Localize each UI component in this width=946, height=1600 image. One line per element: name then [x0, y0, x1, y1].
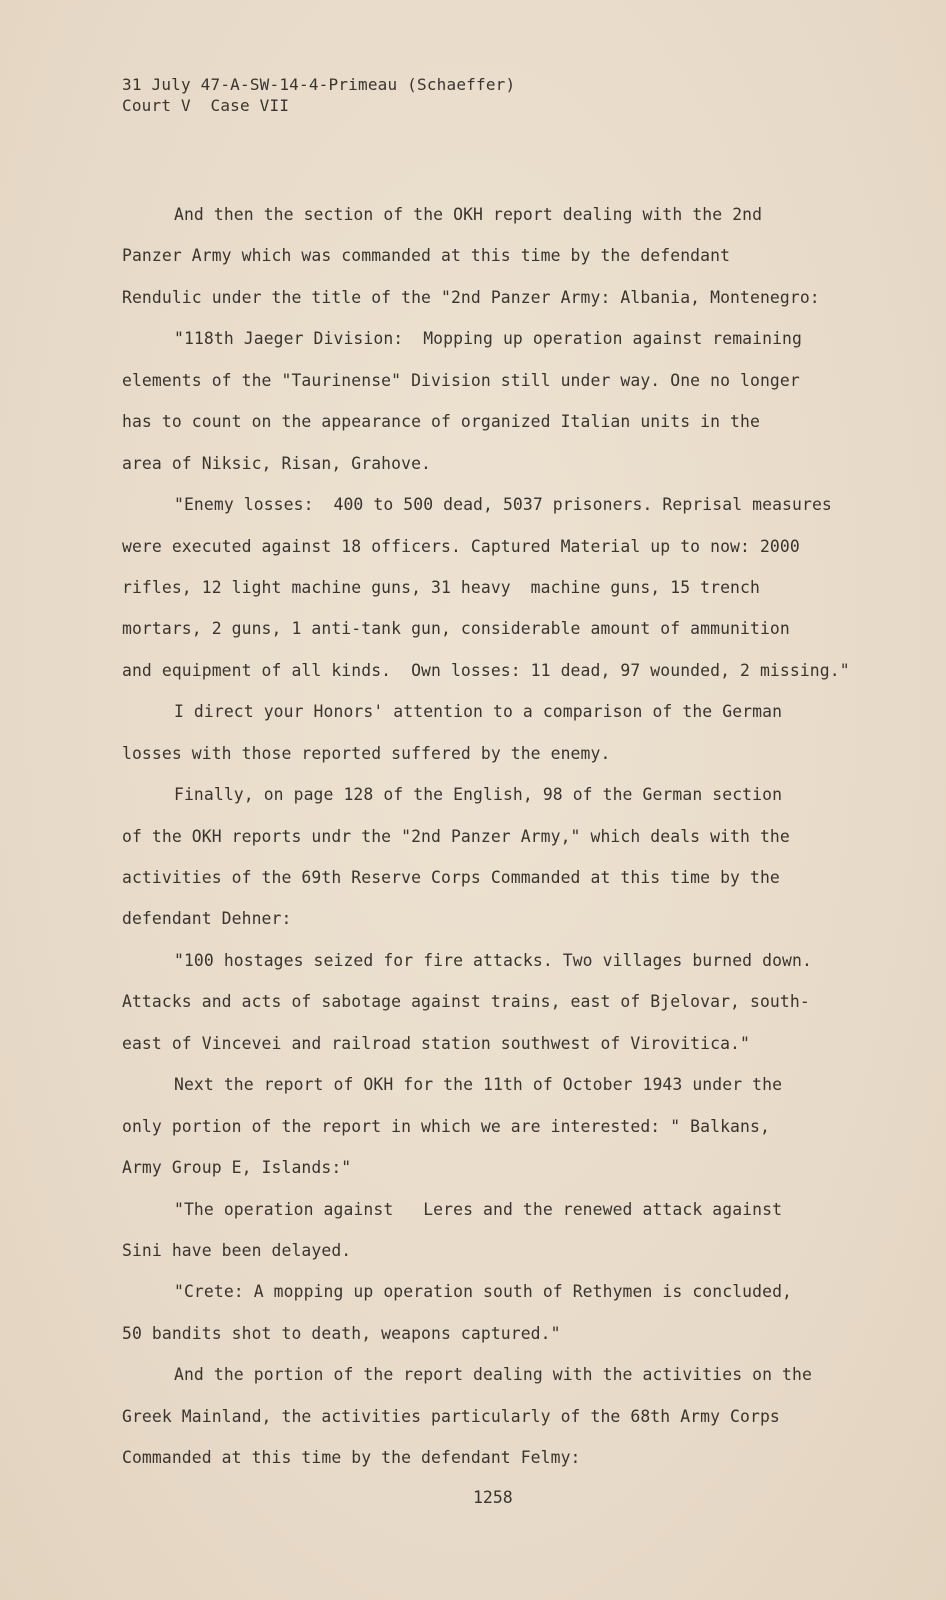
page-number: 1258 [473, 1488, 513, 1507]
text-line: and equipment of all kinds. Own losses: 11 dead, 97 wounded, 2 missing." [122, 660, 850, 680]
text-line: Panzer Army which was commanded at this time by the defendant [122, 246, 731, 266]
text-line: Army Group E, Islands:" [122, 1158, 352, 1178]
text-line: defendant Dehner: [122, 909, 292, 929]
text-line: I direct your Honors' attention to a comparison of the German [174, 702, 783, 722]
text-line: area of Niksic, Risan, Grahove. [122, 453, 432, 473]
document-header [122, 74, 515, 116]
text-line: Commanded at this time by the defendant Felmy: [122, 1448, 581, 1468]
text-line: "Crete: A mopping up operation south of Rethymen is concluded, [174, 1282, 793, 1302]
text-line: of the OKH reports undr the "2nd Panzer Army," which deals with the [122, 826, 790, 846]
text-line: And then the section of the OKH report dealing with the 2nd [174, 205, 763, 224]
text-line: "The operation against Leres and the renewed attack against [174, 1199, 783, 1219]
text-line: Rendulic under the title of the "2nd Panzer Army: Albania, Montenegro: [122, 287, 820, 307]
text-line: east of Vincevei and railroad station southwest of Virovitica." [122, 1033, 750, 1053]
text-line: Attacks and acts of sabotage against trains, east of Bjelovar, south- [122, 992, 810, 1012]
text-line: rifles, 12 light machine guns, 31 heavy machine guns, 15 trench [122, 577, 760, 597]
text-line: Greek Mainland, the activities particularly of the 68th Army Corps [122, 1406, 780, 1426]
text-line: losses with those reported suffered by the enemy. [122, 743, 611, 763]
text-line: has to count on the appearance of organized Italian units in the [122, 412, 760, 432]
text-line: were executed against 18 officers. Captured Material up to now: 2000 [122, 536, 800, 556]
text-line: "Enemy losses: 400 to 500 dead, 5037 prisoners. Reprisal measures [174, 495, 832, 515]
text-line: elements of the "Taurinense" Division still under way. One no longer [122, 370, 800, 390]
text-line: mortars, 2 guns, 1 anti-tank gun, considerable amount of ammunition [122, 619, 790, 639]
text-line: Next the report of OKH for the 11th of October 1943 under the [174, 1075, 783, 1095]
document-body [122, 194, 882, 1479]
header-court-case: Court V Case VII [122, 96, 290, 115]
text-line: And the portion of the report dealing with the activities on the [174, 1365, 812, 1385]
text-line: 50 bandits shot to death, weapons captured." [122, 1323, 561, 1343]
text-line: "100 hostages seized for fire attacks. Two villages burned down. [174, 950, 812, 970]
text-line: activities of the 69th Reserve Corps Commanded at this time by the [122, 868, 780, 887]
text-line: Sini have been delayed. [122, 1240, 352, 1260]
text-line: only portion of the report in which we are interested: " Balkans, [122, 1116, 770, 1136]
header-reference: 31 July 47-A-SW-14-4-Primeau (Schaeffer) [122, 75, 516, 94]
text-line: "118th Jaeger Division: Mopping up operation against remaining [174, 329, 802, 349]
text-line: Finally, on page 128 of the English, 98 of the German section [174, 785, 783, 805]
